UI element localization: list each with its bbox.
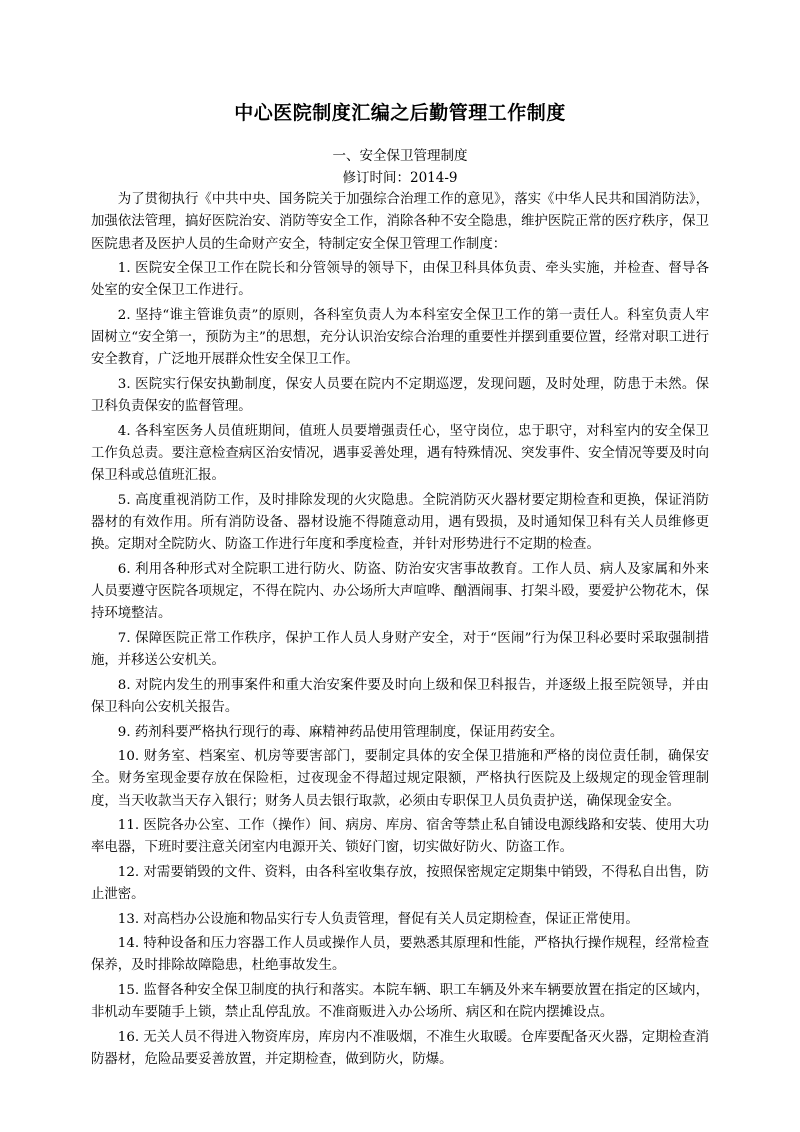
rule-paragraph: 16. 无关人员不得进入物资库房，库房内不准吸烟，不准生火取暖。仓库要配备灭火器，定期检查消防器材，危险品要妥善放置，并定期检查，做到防火，防爆。 (91, 1029, 709, 1067)
rule-paragraph: 13. 对高档办公设施和物品实行专人负责管理，督促有关人员定期检查，保证正常使用。 (117, 911, 639, 927)
rule-paragraph: 15. 监督各种安全保卫制度的执行和落实。本院车辆、职工车辆及外来车辆要放置在指定的区域内，非机动车要随手上锁，禁止乱停乱放。不准商贩进入办公场所、病区和在院内摆摊设点。 (91, 982, 709, 1021)
document-body (91, 189, 709, 1073)
rule-paragraph: 5. 高度重视消防工作，及时排除发现的火灾隐患。全院消防灭火器材要定期检查和更换，保证消防器材的有效作用。所有消防设备、器材设施不得随意动用，遇有毁损，及时通知保卫科有关人员维修更换。定期对全院防火、防盗工作进行年度和季度检查，并针对形势进行不定期的检查。 (91, 492, 709, 553)
rule-paragraph: 9. 药剂科要严格执行现行的毒、麻精神药品使用管理制度，保证用药安全。 (117, 724, 564, 740)
rule-paragraph: 1. 医院安全保卫工作在院长和分管领导的领导下，由保卫科具体负责、牵头实施，并检查、督导各处室的安全保卫工作进行。 (91, 261, 709, 299)
rule-paragraph: 11. 医院各办公室、工作（操作）间、病房、库房、宿舍等禁止私自铺设电源线路和安装、使用大功率电器，下班时要注意关闭室内电源开关、锁好门窗，切实做好防火、防盗工作。 (91, 818, 709, 856)
rule-paragraph: 4. 各科室医务人员值班期间，值班人员要增强责任心，坚守岗位，忠于职守，对科室内的安全保卫工作负总责。要注意检查病区治安情况，遇事妥善处理，遇有特殊情况、突发事件、安全情况等要及时向保卫科或总值班汇报。 (91, 423, 709, 484)
rule-paragraph: 10. 财务室、档案室、机房等要害部门，要制定具体的安全保卫措施和严格的岗位责任制，确保安全。财务室现金要存放在保险柜，过夜现金不得超过规定限额，严格执行医院及上级规定的现金管理制度，当天收款当天存入银行；财务人员去银行取款，必须由专职保卫人员负责护送，确保现金安全。 (91, 749, 709, 809)
intro-paragraph: 为了贯彻执行《中共中央、国务院关于加强综合治理工作的意见》，落实《中华人民共和国消防法》，加强依法管理，搞好医院治安、消防等安全工作，消除各种不安全隐患，维护医院正常的医疗秩序，保卫医院患者及医护人员的生命财产安全，特制定安全保卫管理工作制度： (91, 192, 709, 252)
rule-paragraph: 3. 医院实行保安执勤制度，保安人员要在院内不定期巡逻，发现问题，及时处理，防患于未然。保卫科负责保安的监督管理。 (91, 376, 709, 415)
rule-paragraph: 14. 特种设备和压力容器工作人员或操作人员，要熟悉其原理和性能，严格执行操作规程，经常检查保养，及时排除故障隐患，杜绝事故发生。 (91, 936, 709, 974)
rule-paragraph: 7. 保障医院正常工作秩序，保护工作人员人身财产安全，对于“医闹”行为保卫科必要时采取强制措施，并移送公安机关。 (91, 630, 709, 669)
revision-date: 修订时间：2014-9 (342, 170, 458, 186)
section-heading: 一、安全保卫管理制度 (332, 148, 468, 164)
rule-paragraph: 12. 对需要销毁的文件、资料，由各科室收集存放，按照保密规定定期集中销毁，不得私自出售，防止泄密。 (91, 864, 709, 903)
rule-paragraph: 6. 利用各种形式对全院职工进行防火、防盗、防治安灾害事故教育。工作人员、病人及家属和外来人员要遵守医院各项规定，不得在院内、办公场所大声喧哗、酗酒闹事、打架斗殴，要爱护公物花木，保持环境整洁。 (91, 561, 709, 622)
rule-paragraph: 2. 坚持“谁主管谁负责”的原则，各科室负责人为本科室安全保卫工作的第一责任人。科室负责人牢固树立“安全第一，预防为主”的思想，充分认识治安综合治理的重要性并摆到重要位置，经常对职工进行安全教育，广泛地开展群众性安全保卫工作。 (91, 307, 709, 368)
document-title: 中心医院制度汇编之后勤管理工作制度 (234, 102, 566, 124)
rule-paragraph: 8. 对院内发生的刑事案件和重大治安案件要及时向上级和保卫科报告，并逐级上报至院领导，并由保卫科向公安机关报告。 (91, 677, 709, 716)
